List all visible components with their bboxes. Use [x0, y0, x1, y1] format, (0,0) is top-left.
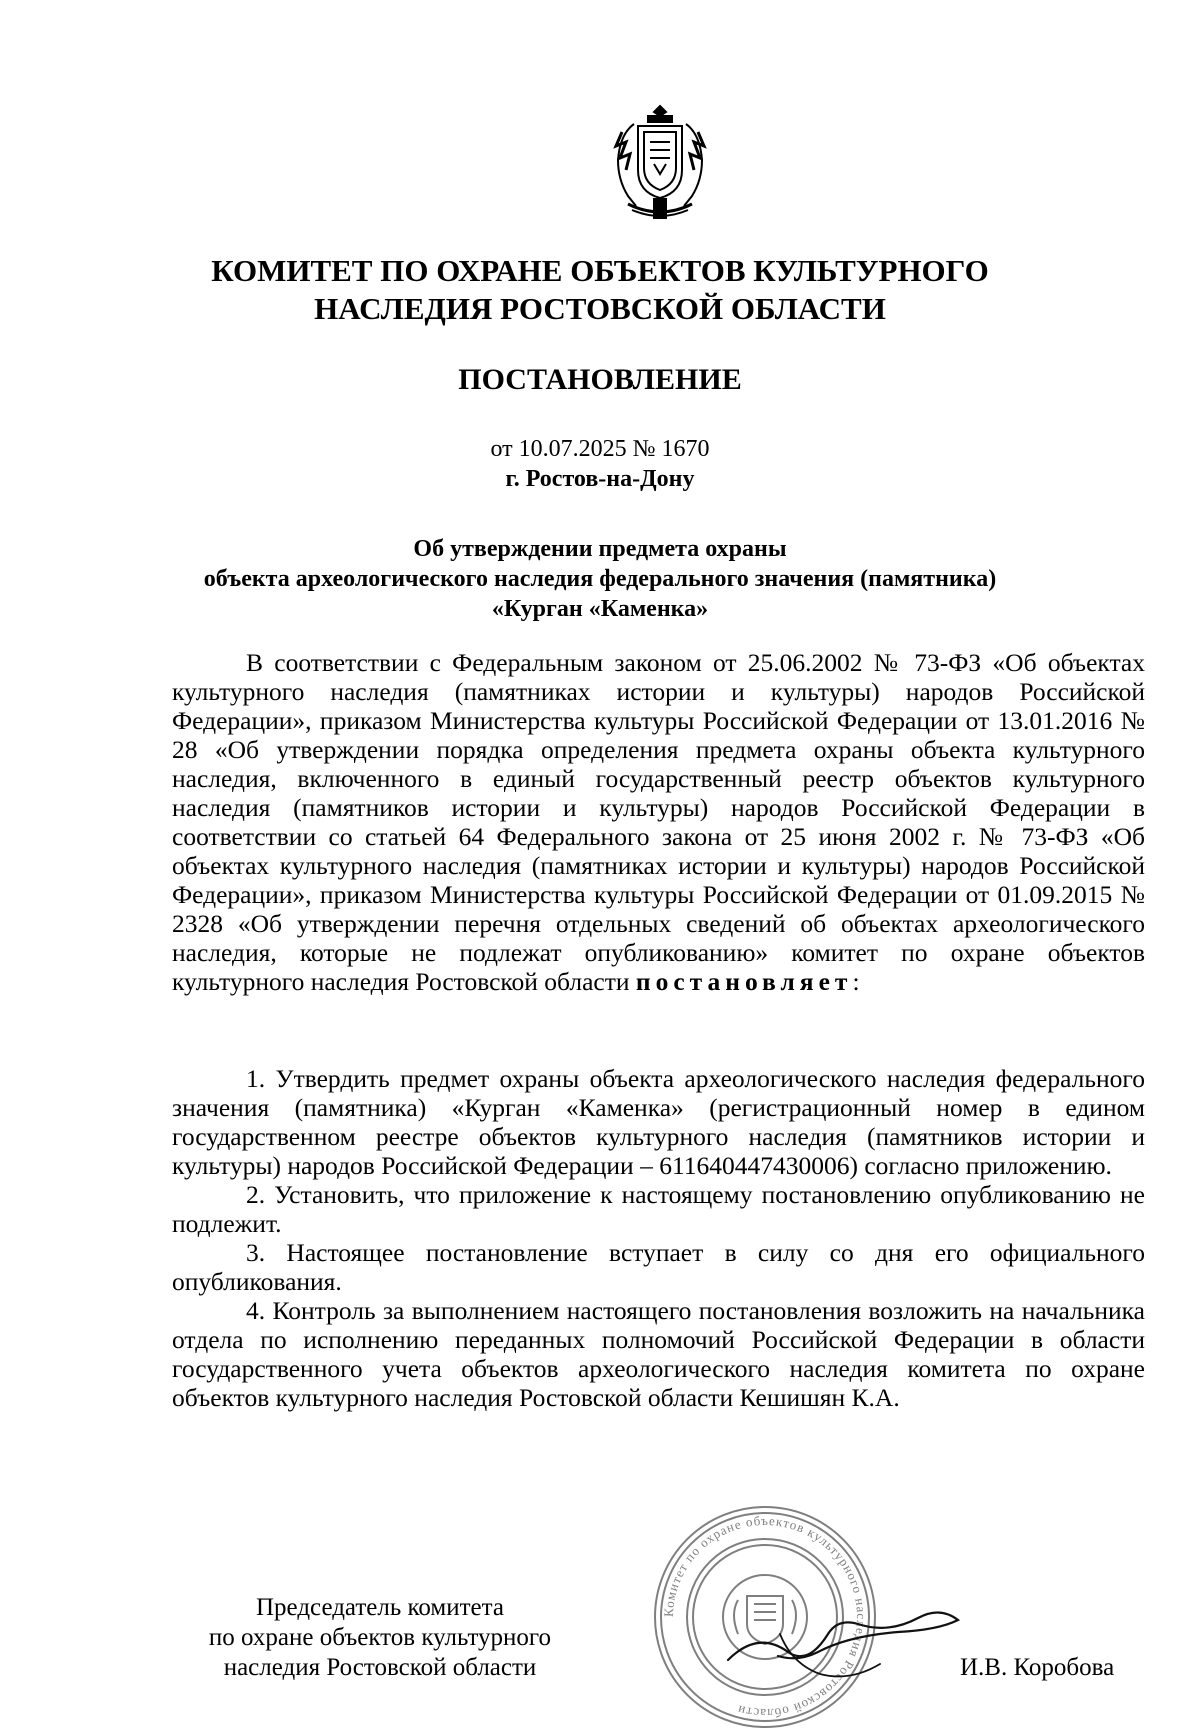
subject-line1: Об утверждении предмета охраны — [413, 536, 787, 562]
organization-title — [0, 252, 1200, 328]
position-line1: Председатель комитета — [256, 1594, 504, 1621]
document-subject — [0, 534, 1200, 624]
resolution-items — [172, 1064, 1145, 1412]
signatory-name: И.В. Коробова — [960, 1654, 1115, 1681]
resolves-word: постановляет — [635, 967, 853, 996]
signatory-position — [160, 1593, 600, 1683]
document-date-number: от 10.07.2025 № 1670 — [490, 436, 710, 462]
preamble-text: В соответствии с Федеральным законом от 25.06.2002 № 73-ФЗ «Об объектах культурного наследия (памятниках истории и культуры) народов Российской Федерации», приказом Министерства культуры Российской Федерации от 13.01.2016 № 28 «Об утверждении порядка определения предмета охраны объекта культурного наследия, включенного в единый государственный реестр объектов культурного наследия (памятников истории и культуры) народов Российской Федерации в соответствии со статьей 64 Федерального закона от 25 июня 2002 г. № 73-ФЗ «Об объектах культурного наследия (памятниках истории и культуры) народов Российской Федерации», приказом Министерства культуры Российской Федерации от 01.09.2015 № 2328 «Об утверждении перечня отдельных сведений об объектах археологического наследия, которые не подлежат опубликованию» комитет по охране объектов культурного наследия Ростовской области — [172, 648, 1145, 996]
seal-text: Комитет по охране объектов культурного наследия Ростовской области — [660, 1512, 870, 1722]
resolution-item: 2. Установить, что приложение к настоящему постановлению опубликованию не подлежит. — [172, 1180, 1145, 1238]
org-title-line1: КОМИТЕТ ПО ОХРАНЕ ОБЪЕКТОВ КУЛЬТУРНОГО — [211, 253, 989, 288]
rostov-oblast-coat-of-arms-icon — [604, 102, 716, 224]
document-type: ПОСТАНОВЛЕНИЕ — [458, 363, 742, 396]
resolution-item: 1. Утвердить предмет охраны объекта археологического наследия федерального значения (памятника) «Курган «Каменка» (регистрационный номер в едином государственном реестре объектов культурного наследия (памятников истории и культуры) народов Российской Федерации – 611640447430006) согласно приложению. — [172, 1064, 1145, 1180]
preamble-colon: : — [852, 967, 860, 996]
preamble-paragraph — [172, 648, 1145, 996]
handwritten-signature-icon — [720, 1590, 970, 1700]
document-city: г. Ростов-на-Дону — [505, 466, 695, 492]
resolution-item: 3. Настоящее постановление вступает в силу со дня его официального опубликования. — [172, 1238, 1145, 1296]
position-line3: наследия Ростовской области — [223, 1654, 537, 1681]
subject-line3: «Курган «Каменка» — [491, 596, 709, 622]
position-line2: по охране объектов культурного — [208, 1624, 552, 1651]
org-title-line2: НАСЛЕДИЯ РОСТОВСКОЙ ОБЛАСТИ — [314, 291, 886, 326]
resolution-item: 4. Контроль за выполнением настоящего постановления возложить на начальника отдела по исполнению переданных полномочий Российской Федерации в области государственного учета объектов археологического наследия комитета по охране объектов культурного наследия Ростовской области Кешишян К.А. — [172, 1296, 1145, 1412]
subject-line2: объекта археологического наследия федерального значения (памятника) — [203, 566, 997, 592]
